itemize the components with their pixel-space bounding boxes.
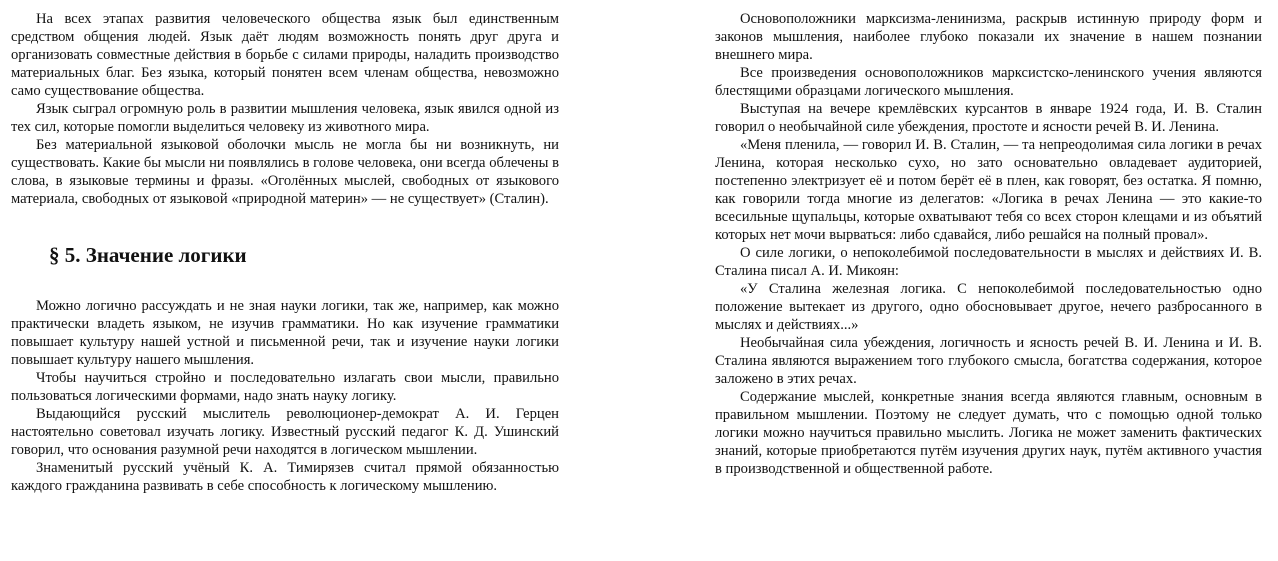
quote-paragraph: «У Сталина железная логика. С непоколебимой последовательностью одно положение вытекает из другого, одно обосновывает другое, нечего разбросанного в мыслях и действиях...» <box>715 281 1262 333</box>
paragraph: Без материальной языковой оболочки мысль не могла бы ни возникнуть, ни существовать. Какие бы мысли ни появлялись в голове человека, они всегда облечены в слова, в языковые термины и фразы. «Оголённых мыслей, свободных от языкового материала, свободных от языковой «природной материн» — не существует» (Сталин). <box>11 137 559 207</box>
quote-paragraph: «Меня пленила, — говорил И. В. Сталин, — та непреодолимая сила логики в речах Ленина, которая несколько сухо, но зато основательно овладевает аудиторией, постепенно электризует её и потом берёт её в плен, как говорят, без остатка. Я помню, как говорили тогда многие из делегатов: «Логика в речах Ленина — это какие-то всесильные щупальцы, которые охватывают тебя со всех сторон клещами и из объятий которых нет мочи вырваться: либо сдавайся, либо решайся на полный провал». <box>715 137 1262 243</box>
right-column <box>715 10 1262 478</box>
paragraph: На всех этапах развития человеческого общества язык был единственным средством общения людей. Язык даёт людям возможность понять друг друга и организовать совместные действия в борьбе с силами природы, наладить производство материальных благ. Без языка, который понятен всем членам общества, невозможно само существование общества. <box>11 11 559 99</box>
left-column <box>11 10 559 495</box>
paragraph: Можно логично рассуждать и не зная науки логики, так же, например, как можно практически владеть языком, не изучив грамматики. Но как изучение грамматики повышает культуру нашей устной и письменной речи, так и изучение науки логики повышает культуру нашего мышления. <box>11 298 559 368</box>
paragraph: Все произведения основоположников марксистско-ленинского учения являются блестящими образцами логического мышления. <box>715 65 1262 99</box>
paragraph: Выступая на вечере кремлёвских курсантов в январе 1924 года, И. В. Сталин говорил о необычайной силе убеждения, простоте и ясности речей В. И. Ленина. <box>715 101 1262 135</box>
paragraph: Чтобы научиться стройно и последовательно излагать свои мысли, правильно пользоваться логическими формами, надо знать науку логику. <box>11 370 559 404</box>
paragraph: Язык сыграл огромную роль в развитии мышления человека, язык явился одной из тех сил, которые помогли выделиться человеку из животного мира. <box>11 101 559 135</box>
paragraph: Выдающийся русский мыслитель революционер-демократ А. И. Герцен настоятельно советовал изучать логику. Известный русский педагог К. Д. Ушинский говорил, что основания разумной речи находятся в логическом мышлении. <box>11 406 559 458</box>
paragraph: Основоположники марксизма-ленинизма, раскрыв истинную природу форм и законов мышления, наиболее глубоко показали их значение в нашем познании внешнего мира. <box>715 11 1262 63</box>
section-heading: § 5. Значение логики <box>49 243 247 267</box>
section-heading-block <box>11 243 559 267</box>
paragraph: О силе логики, о непоколебимой последовательности в мыслях и действиях И. В. Сталина писал А. И. Микоян: <box>715 245 1262 279</box>
paragraph: Необычайная сила убеждения, логичность и ясность речей В. И. Ленина и И. В. Сталина являются выражением того глубокого смысла, богатства содержания, которое заложено в этих речах. <box>715 335 1262 387</box>
paragraph: Содержание мыслей, конкретные знания всегда являются главным, основным в правильном мышлении. Поэтому не следует думать, что с помощью одной только логики можно научиться правильно мыслить. Логика не может заменить фактических знаний, которые приобретаются путём изучения других наук, путём активного участия в производственной и общественной работе. <box>715 389 1262 477</box>
paragraph: Знаменитый русский учёный К. А. Тимирязев считал прямой обязанностью каждого гражданина развивать в себе способность к логическому мышлению. <box>11 460 559 494</box>
